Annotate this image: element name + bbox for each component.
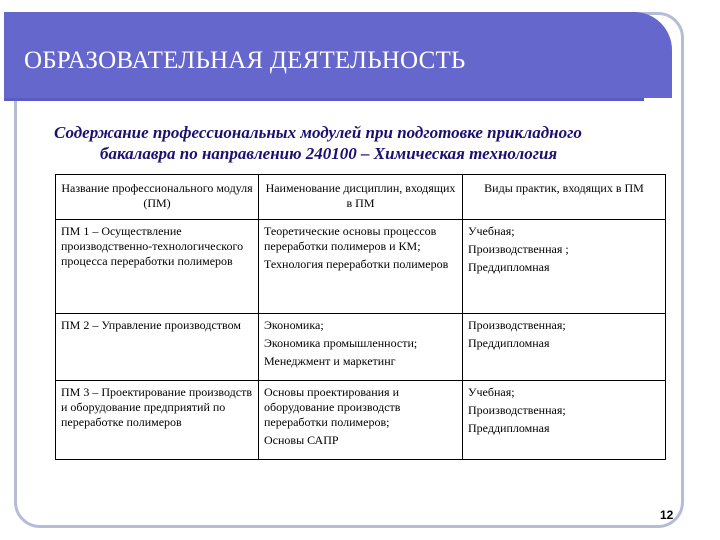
discipline-item: Менеджмент и маркетинг — [264, 354, 396, 368]
practices-cell — [463, 381, 666, 460]
discipline-item: Технология переработки полимеров — [264, 257, 449, 271]
header-practices: Виды практик, входящих в ПМ — [463, 175, 666, 220]
subtitle-line-1: Содержание профессиональных модулей при подготовке прикладного — [54, 123, 582, 142]
practices-cell — [463, 220, 666, 314]
practices-cell — [463, 314, 666, 381]
practice-item: Учебная; — [468, 224, 515, 238]
practice-item: Производственная ; — [468, 242, 569, 256]
disciplines-cell — [259, 314, 463, 381]
practice-item: Преддипломная — [468, 336, 550, 350]
module-cell: ПМ 2 – Управление производством — [56, 314, 259, 381]
page-number: 12 — [660, 508, 674, 522]
disciplines-cell — [259, 381, 463, 460]
table-row — [56, 314, 666, 381]
header-module: Название профессионального модуля (ПМ) — [56, 175, 259, 220]
practice-item: Производственная; — [468, 318, 566, 332]
title-bar — [4, 12, 672, 98]
table-header-row — [56, 175, 666, 220]
discipline-item: Теоретические основы процессов переработки полимеров и КМ; — [264, 224, 437, 253]
practice-item: Преддипломная — [468, 260, 550, 274]
discipline-item: Экономика; — [264, 318, 324, 332]
module-cell: ПМ 1 – Осуществление производственно-технологического процесса переработки полимеров — [56, 220, 259, 314]
discipline-item: Основы проектирования и оборудование производств переработки полимеров; — [264, 385, 401, 429]
title-underline — [4, 98, 644, 101]
slide-title: ОБРАЗОВАТЕЛЬНАЯ ДЕЯТЕЛЬНОСТЬ — [24, 47, 466, 74]
table-row — [56, 220, 666, 314]
modules-table — [55, 174, 666, 460]
practice-item: Преддипломная — [468, 421, 550, 435]
practice-item: Производственная; — [468, 403, 566, 417]
header-disciplines: Наименование дисциплин, входящих в ПМ — [259, 175, 463, 220]
module-cell: ПМ 3 – Проектирование производств и оборудование предприятий по переработке полимеров — [56, 381, 259, 460]
discipline-item: Основы САПР — [264, 433, 339, 447]
practice-item: Учебная; — [468, 385, 515, 399]
disciplines-cell — [259, 220, 463, 314]
slide-subtitle — [54, 122, 674, 164]
subtitle-line-2: бакалавра по направлению 240100 – Химическая технология — [100, 144, 558, 163]
discipline-item: Экономика промышленности; — [264, 336, 418, 350]
table-row — [56, 381, 666, 460]
